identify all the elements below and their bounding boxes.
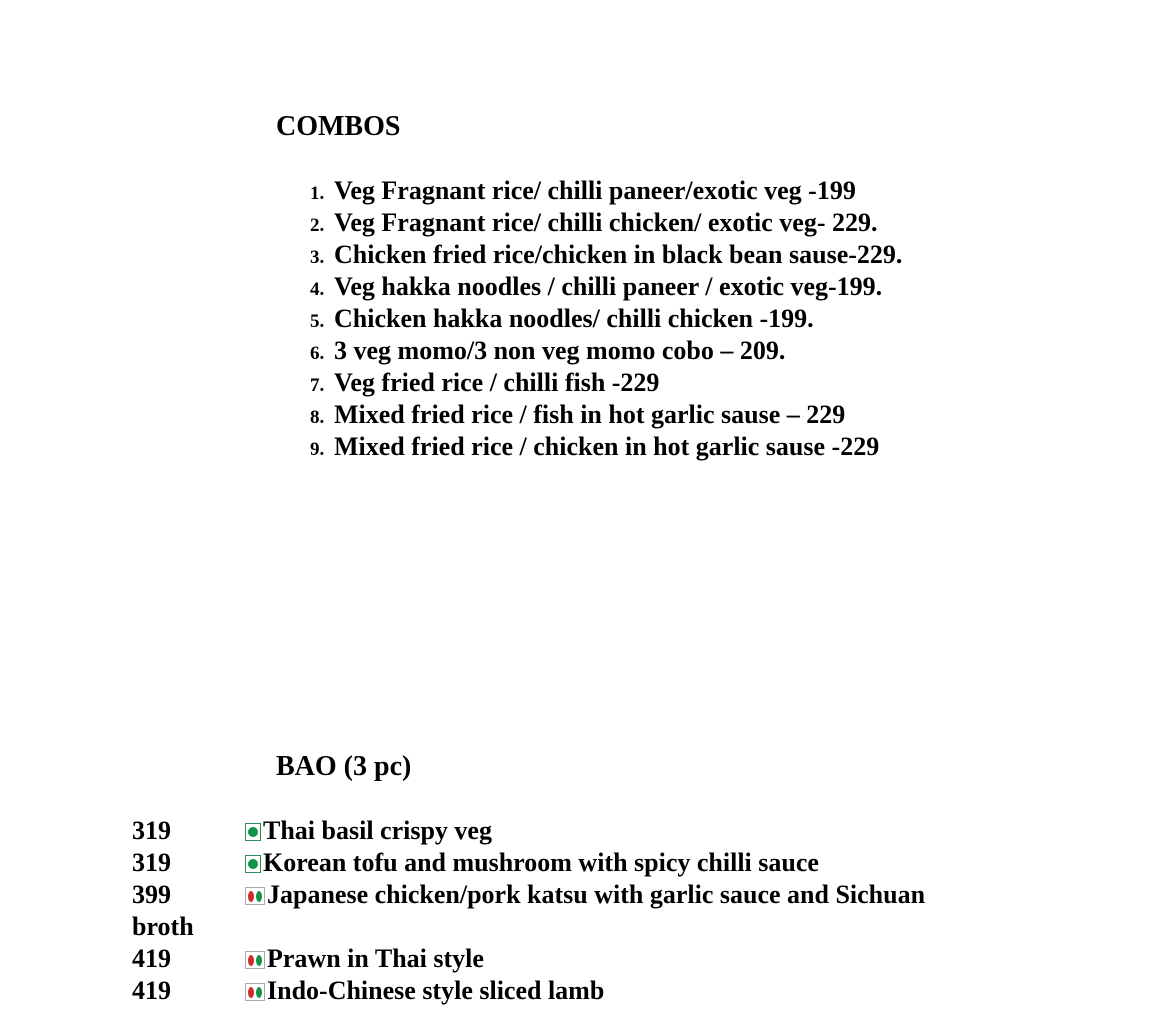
bao-price: 399 [132, 880, 171, 909]
combo-item [310, 431, 902, 463]
veg-icon [245, 823, 261, 841]
combo-item [310, 303, 902, 335]
combo-number: 9. [310, 439, 325, 460]
combo-item [310, 239, 902, 271]
combos-heading: COMBOS [276, 111, 401, 142]
combo-text: Chicken hakka noodles/ chilli chicken -199. [334, 304, 814, 333]
combo-item [310, 367, 902, 399]
veg-nonveg-icon [245, 983, 265, 1001]
combo-item [310, 271, 902, 303]
combo-number: 5. [310, 311, 325, 332]
combo-text: Veg fried rice / chilli fish -229 [334, 368, 660, 397]
bao-heading: BAO (3 pc) [276, 751, 412, 782]
veg-nonveg-icon [245, 887, 265, 905]
bao-price: 319 [132, 848, 171, 877]
combo-number: 2. [310, 215, 325, 236]
bao-name: Prawn in Thai style [267, 944, 484, 973]
combo-text: Veg hakka noodles / chilli paneer / exotic veg-199. [334, 272, 883, 301]
combo-number: 6. [310, 343, 325, 364]
bao-item [132, 847, 1012, 879]
combo-text: Veg Fragnant rice/ chilli chicken/ exotic veg- 229. [334, 208, 878, 237]
combo-text: Mixed fried rice / chicken in hot garlic sause -229 [334, 432, 880, 461]
bao-name-continuation: broth [132, 912, 194, 941]
combo-text: Veg Fragnant rice/ chilli paneer/exotic veg -199 [334, 176, 856, 205]
combo-item [310, 175, 902, 207]
combo-text: Chicken fried rice/chicken in black bean sause-229. [334, 240, 903, 269]
combo-number: 8. [310, 407, 325, 428]
combo-number: 3. [310, 247, 325, 268]
combo-text: Mixed fried rice / fish in hot garlic sause – 229 [334, 400, 846, 429]
combo-number: 7. [310, 375, 325, 396]
veg-icon [245, 855, 261, 873]
combo-number: 1. [310, 183, 325, 204]
bao-price: 319 [132, 816, 171, 845]
combo-item [310, 399, 902, 431]
veg-nonveg-icon [245, 951, 265, 969]
bao-name: Korean tofu and mushroom with spicy chilli sauce [263, 848, 819, 877]
bao-name: Indo-Chinese style sliced lamb [267, 976, 605, 1005]
bao-list [132, 815, 1012, 1007]
bao-item [132, 879, 1012, 943]
bao-name: Thai basil crispy veg [263, 816, 492, 845]
combo-item [310, 207, 902, 239]
bao-item [132, 975, 1012, 1007]
combos-list [310, 175, 902, 463]
combo-text: 3 veg momo/3 non veg momo cobo – 209. [334, 336, 786, 365]
combo-number: 4. [310, 279, 325, 300]
bao-item [132, 815, 1012, 847]
bao-price: 419 [132, 944, 171, 973]
combo-item [310, 335, 902, 367]
bao-price: 419 [132, 976, 171, 1005]
bao-item [132, 943, 1012, 975]
bao-name: Japanese chicken/pork katsu with garlic sauce and Sichuan [267, 880, 926, 909]
